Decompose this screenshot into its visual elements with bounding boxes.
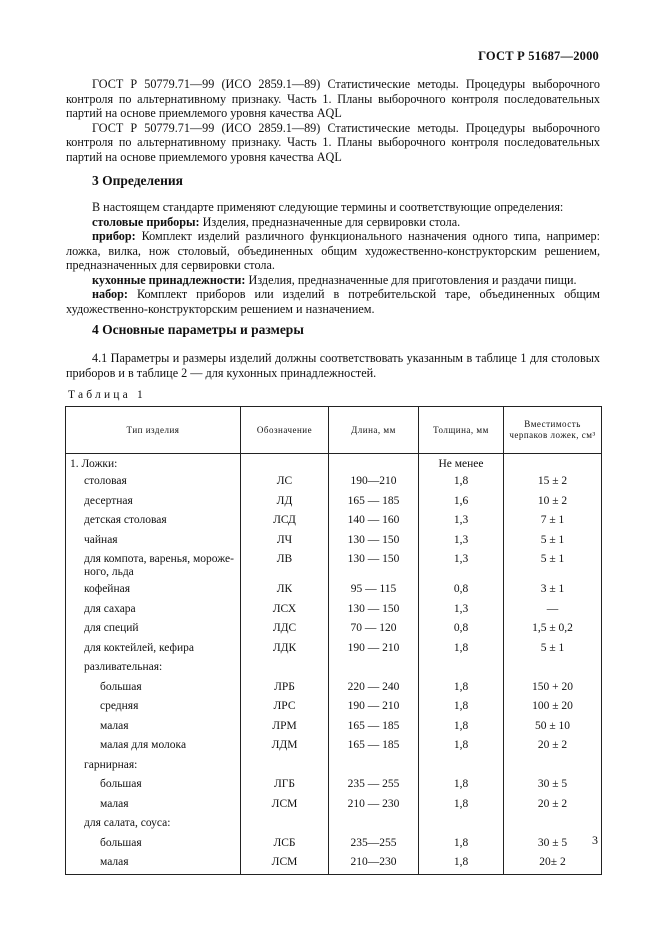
cell-volume: 3 ± 1 — [504, 581, 602, 601]
cell-thickness: 1,3 — [419, 512, 504, 532]
cell-designation: ЛДМ — [241, 737, 329, 757]
cell-volume: 5 ± 1 — [504, 640, 602, 660]
definition-term: кухонные принадлежности: — [92, 272, 246, 287]
cell-designation: ЛДК — [241, 640, 329, 660]
references-block — [66, 77, 600, 164]
section-4-paragraph: 4.1 Параметры и размеры изделий должны соответствовать указанным в таблице 1 для столовых приборов и в таблице 2 — для кухонных принадлежностей. — [66, 351, 600, 380]
cell-volume: 20 ± 2 — [504, 737, 602, 757]
table-row — [66, 796, 602, 816]
table-row — [66, 454, 602, 474]
cell-length: 165 — 185 — [329, 493, 419, 513]
cell-volume — [504, 454, 602, 474]
cell-thickness: 1,8 — [419, 737, 504, 757]
table-row — [66, 659, 602, 679]
cell-designation: ЛРС — [241, 698, 329, 718]
cell-thickness: 1,8 — [419, 796, 504, 816]
table-row — [66, 757, 602, 777]
cell-type: чайная — [66, 532, 241, 552]
definition-text: Комплект приборов или изделий в потребительской таре, объединенных общим художественно-конструкторским решением и назначением. — [66, 287, 600, 316]
definition-text: Изделия, предназначенные для сервировки стола. — [199, 214, 461, 229]
cell-volume: 5 ± 1 — [504, 551, 602, 581]
cell-length: 210 — 230 — [329, 796, 419, 816]
cell-length: 165 — 185 — [329, 718, 419, 738]
cell-length: 190 — 210 — [329, 640, 419, 660]
cell-length: 235—255 — [329, 835, 419, 855]
cell-volume: 150 + 20 — [504, 679, 602, 699]
definition-term: прибор: — [92, 229, 136, 243]
cell-designation: ЛСХ — [241, 601, 329, 621]
cell-length: 130 — 150 — [329, 551, 419, 581]
cell-type: разливательная: — [66, 659, 241, 679]
cell-volume: 10 ± 2 — [504, 493, 602, 513]
section-3-heading: 3 Определения — [92, 173, 183, 188]
cell-volume: 30 ± 5 — [504, 835, 602, 855]
cell-designation: ЛСМ — [241, 854, 329, 874]
cell-volume: 20 ± 2 — [504, 796, 602, 816]
cell-designation: ЛРМ — [241, 718, 329, 738]
table-row — [66, 640, 602, 660]
cell-volume — [504, 659, 602, 679]
cell-length: 130 — 150 — [329, 601, 419, 621]
cell-thickness: 1,8 — [419, 854, 504, 874]
table-row — [66, 698, 602, 718]
cell-volume: 50 ± 10 — [504, 718, 602, 738]
definitions-block — [66, 200, 600, 316]
cell-type: 1. Ложки: — [66, 454, 241, 474]
parameters-table — [65, 406, 602, 875]
cell-type: малая — [66, 796, 241, 816]
cell-length: 130 — 150 — [329, 532, 419, 552]
column-header-volume: Вместимость черпаков ложек, см³ — [504, 407, 602, 454]
cell-length: 210—230 — [329, 854, 419, 874]
table-row — [66, 493, 602, 513]
cell-designation: ЛСБ — [241, 835, 329, 855]
cell-designation: ЛЧ — [241, 532, 329, 552]
cell-type: детская столовая — [66, 512, 241, 532]
table-header-row — [66, 407, 602, 454]
cell-length — [329, 454, 419, 474]
cell-type: столовая — [66, 473, 241, 493]
cell-type: малая для молока — [66, 737, 241, 757]
cell-designation: ЛГБ — [241, 776, 329, 796]
table-row — [66, 854, 602, 874]
cell-volume: 5 ± 1 — [504, 532, 602, 552]
section-4-text — [66, 351, 600, 380]
cell-type: кофейная — [66, 581, 241, 601]
cell-thickness: 1,8 — [419, 473, 504, 493]
cell-thickness: 1,3 — [419, 551, 504, 581]
cell-volume: 20± 2 — [504, 854, 602, 874]
column-header-thickness: Толщина, мм — [419, 407, 504, 454]
table-row — [66, 473, 602, 493]
table-row — [66, 815, 602, 835]
cell-designation — [241, 757, 329, 777]
cell-designation: ЛД — [241, 493, 329, 513]
cell-type: для сахара — [66, 601, 241, 621]
cell-type: большая — [66, 679, 241, 699]
cell-designation — [241, 659, 329, 679]
cell-volume: — — [504, 601, 602, 621]
cell-designation — [241, 454, 329, 474]
column-header-designation: Обозначение — [241, 407, 329, 454]
reference-paragraph: ГОСТ Р 50779.71—99 (ИСО 2859.1—89) Статистические методы. Процедуры выборочного контроля по альтернативному признаку. Часть 1. Планы выборочного контроля последовательных партий на основе приемлемого уровня качества AQL — [66, 120, 600, 164]
cell-designation: ЛВ — [241, 551, 329, 581]
cell-length: 235 — 255 — [329, 776, 419, 796]
cell-thickness: 1,3 — [419, 532, 504, 552]
cell-thickness: 1,8 — [419, 698, 504, 718]
cell-type: для специй — [66, 620, 241, 640]
cell-volume: 100 ± 20 — [504, 698, 602, 718]
cell-length: 165 — 185 — [329, 737, 419, 757]
cell-thickness: 1,8 — [419, 679, 504, 699]
cell-thickness: Не менее — [419, 454, 504, 474]
cell-thickness: 0,8 — [419, 581, 504, 601]
cell-volume: 15 ± 2 — [504, 473, 602, 493]
table-caption: Таблица 1 — [68, 389, 146, 401]
cell-length — [329, 815, 419, 835]
section-4-heading: 4 Основные параметры и размеры — [92, 322, 304, 337]
cell-designation — [241, 815, 329, 835]
definition-item — [66, 287, 600, 316]
definition-item — [66, 229, 600, 273]
cell-volume — [504, 757, 602, 777]
page-number: 3 — [592, 833, 598, 847]
cell-designation: ЛС — [241, 473, 329, 493]
table-row — [66, 718, 602, 738]
cell-volume: 1,5 ± 0,2 — [504, 620, 602, 640]
definitions-intro: В настоящем стандарте применяют следующие термины и соответствующие определения: — [92, 200, 564, 214]
table-row — [66, 835, 602, 855]
table-row — [66, 679, 602, 699]
cell-length: 70 — 120 — [329, 620, 419, 640]
cell-length: 95 — 115 — [329, 581, 419, 601]
cell-length: 190 — 210 — [329, 698, 419, 718]
cell-length: 220 — 240 — [329, 679, 419, 699]
cell-thickness — [419, 815, 504, 835]
cell-length — [329, 757, 419, 777]
table-row — [66, 776, 602, 796]
definition-term: набор: — [92, 287, 128, 301]
cell-designation: ЛСД — [241, 512, 329, 532]
cell-length: 140 — 160 — [329, 512, 419, 532]
document-id-header: ГОСТ Р 51687—2000 — [478, 49, 599, 63]
cell-thickness: 1,8 — [419, 640, 504, 660]
table-row — [66, 620, 602, 640]
cell-length: 190—210 — [329, 473, 419, 493]
cell-designation: ЛДС — [241, 620, 329, 640]
definition-text: Комплект изделий различного функционального назначения одного типа, например: ложка, вилка, нож столовый, объединенных общим художественно-конструкторским решением, предназначенных для сервировки стола. — [66, 229, 600, 272]
cell-thickness: 1,8 — [419, 776, 504, 796]
cell-length — [329, 659, 419, 679]
table-row — [66, 551, 602, 581]
cell-thickness: 1,8 — [419, 835, 504, 855]
cell-type: большая — [66, 835, 241, 855]
cell-type: средняя — [66, 698, 241, 718]
cell-type: малая — [66, 718, 241, 738]
reference-paragraph: ГОСТ Р 50779.71—99 (ИСО 2859.1—89) Статистические методы. Процедуры выборочного контроля по альтернативному признаку. Часть 1. Планы выборочного контроля последовательных партий на основе приемлемого уровня качества AQL — [66, 77, 600, 120]
definition-text: Изделия, предназначенные для приготовления и раздачи пищи. — [245, 272, 577, 287]
cell-thickness — [419, 659, 504, 679]
table-row — [66, 601, 602, 621]
cell-designation: ЛК — [241, 581, 329, 601]
cell-volume — [504, 815, 602, 835]
cell-type: малая — [66, 854, 241, 874]
cell-type: гарнирная: — [66, 757, 241, 777]
cell-type: для коктейлей, кефира — [66, 640, 241, 660]
cell-thickness: 1,6 — [419, 493, 504, 513]
cell-thickness: 1,8 — [419, 718, 504, 738]
cell-type: большая — [66, 776, 241, 796]
table-row — [66, 532, 602, 552]
cell-volume: 30 ± 5 — [504, 776, 602, 796]
cell-thickness: 1,3 — [419, 601, 504, 621]
cell-volume: 7 ± 1 — [504, 512, 602, 532]
cell-thickness: 0,8 — [419, 620, 504, 640]
cell-thickness — [419, 757, 504, 777]
definition-item — [66, 273, 600, 288]
cell-designation: ЛРБ — [241, 679, 329, 699]
column-header-length: Длина, мм — [329, 407, 419, 454]
cell-designation: ЛСМ — [241, 796, 329, 816]
definition-item — [66, 215, 600, 230]
definition-term: столовые приборы: — [92, 214, 200, 229]
table-row — [66, 512, 602, 532]
table-row — [66, 737, 602, 757]
cell-type: для компота, варенья, мороже-ного, льда — [66, 551, 241, 581]
column-header-type: Тип изделия — [66, 407, 241, 454]
cell-type: для салата, соуса: — [66, 815, 241, 835]
cell-type: десертная — [66, 493, 241, 513]
table-row — [66, 581, 602, 601]
